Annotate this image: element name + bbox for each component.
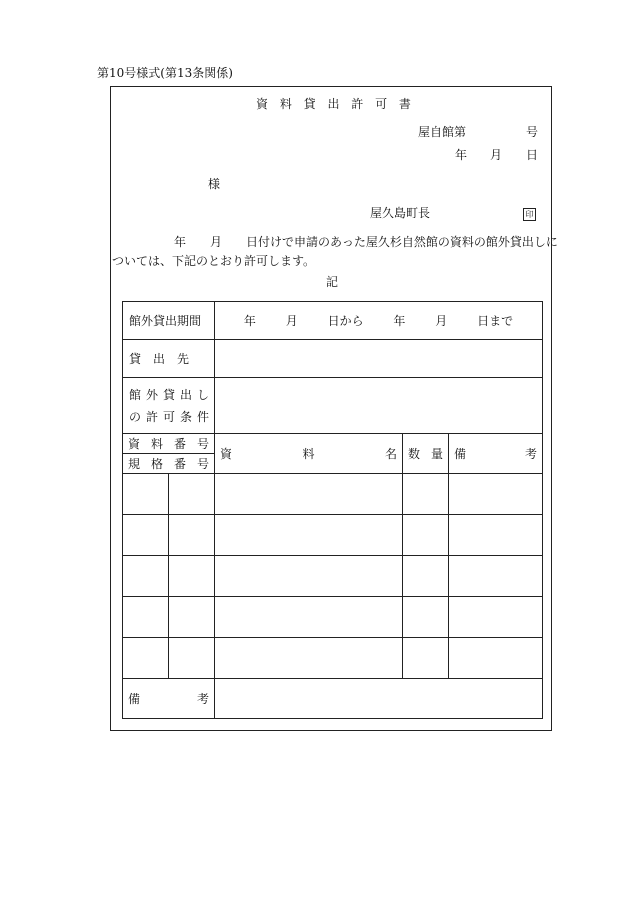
- item-name-char: 資: [220, 447, 233, 461]
- quantity-char: 量: [431, 447, 444, 461]
- spec-number-cell[interactable]: [169, 597, 215, 638]
- remarks-header: [449, 434, 543, 474]
- body-line-2: ついては、下記のとおり許可します。: [112, 254, 316, 268]
- quantity-char: 数: [408, 447, 421, 461]
- remarks-label: [123, 679, 215, 719]
- addressee-suffix: 様: [208, 177, 221, 191]
- remarks-label-char: 考: [197, 692, 210, 706]
- period-to-day: 日まで: [477, 314, 514, 328]
- remarks-field[interactable]: [215, 679, 543, 719]
- lender-row: [123, 340, 543, 378]
- item-name-cell[interactable]: [215, 556, 403, 597]
- item-row: [123, 638, 543, 679]
- period-to-month: 月: [435, 314, 448, 328]
- remarks-label-char: 備: [128, 692, 141, 706]
- item-name-char: 名: [384, 447, 397, 461]
- quantity-cell[interactable]: [403, 597, 449, 638]
- conditions-field[interactable]: [215, 378, 543, 434]
- spec-number-cell[interactable]: [169, 638, 215, 679]
- remarks-row: [123, 679, 543, 719]
- item-name-cell[interactable]: [215, 597, 403, 638]
- conditions-label-line1: 館外貸出し: [129, 387, 215, 402]
- spec-number-header: [123, 454, 215, 474]
- spec-number-char: 号: [197, 457, 210, 471]
- form-number: 第10号様式(第13条関係): [97, 66, 233, 80]
- spec-number-cell[interactable]: [169, 556, 215, 597]
- body-line-1: 年 月 日付けで申請のあった屋久杉自然館の資料の館外貸出しに: [174, 235, 558, 249]
- remarks-cell[interactable]: [449, 474, 543, 515]
- conditions-label: [123, 378, 215, 434]
- period-field[interactable]: [215, 302, 543, 340]
- remarks-cell[interactable]: [449, 515, 543, 556]
- document-title: 資 料 貸 出 許 可 書: [256, 97, 415, 111]
- item-name-header: [215, 434, 403, 474]
- lender-label: 貸 出 先: [123, 340, 215, 378]
- item-number-char: 号: [197, 437, 210, 451]
- item-number-cell[interactable]: [123, 638, 169, 679]
- quantity-header: [403, 434, 449, 474]
- spec-number-char: 規: [128, 457, 141, 471]
- spec-number-char: 番: [174, 457, 187, 471]
- quantity-cell[interactable]: [403, 515, 449, 556]
- item-row: [123, 597, 543, 638]
- remarks-char: 考: [525, 447, 538, 461]
- period-label: 館外貸出期間: [123, 302, 215, 340]
- header-row-1: [123, 434, 543, 454]
- loan-table: [122, 301, 543, 719]
- conditions-row: [123, 378, 543, 434]
- quantity-cell[interactable]: [403, 556, 449, 597]
- item-row: [123, 515, 543, 556]
- quantity-cell[interactable]: [403, 638, 449, 679]
- item-number-cell[interactable]: [123, 515, 169, 556]
- date-month: 月: [490, 148, 503, 162]
- item-name-char: 料: [302, 447, 315, 461]
- date-year: 年: [455, 148, 468, 162]
- issuer-name: 屋久島町長: [370, 206, 431, 220]
- date-day: 日: [526, 148, 539, 162]
- item-name-cell[interactable]: [215, 474, 403, 515]
- lender-field[interactable]: [215, 340, 543, 378]
- ki-label: 記: [326, 275, 339, 289]
- remarks-cell[interactable]: [449, 638, 543, 679]
- doc-number-prefix: 屋自館第: [418, 125, 467, 139]
- period-from-month: 月: [285, 314, 298, 328]
- period-from-day: 日から: [327, 314, 364, 328]
- doc-number-suffix: 号: [526, 125, 539, 139]
- period-row: [123, 302, 543, 340]
- item-number-header: [123, 434, 215, 454]
- quantity-cell[interactable]: [403, 474, 449, 515]
- item-row: [123, 556, 543, 597]
- seal-mark: [523, 207, 536, 221]
- item-name-cell[interactable]: [215, 515, 403, 556]
- item-number-cell[interactable]: [123, 556, 169, 597]
- spec-number-cell[interactable]: [169, 515, 215, 556]
- remarks-cell[interactable]: [449, 597, 543, 638]
- period-from-year: 年: [243, 314, 256, 328]
- item-number-cell[interactable]: [123, 474, 169, 515]
- seal-icon: 印: [523, 208, 536, 221]
- conditions-label-line2: の許可条件: [129, 409, 215, 424]
- spec-number-char: 格: [151, 457, 164, 471]
- remarks-cell[interactable]: [449, 556, 543, 597]
- item-number-char: 番: [174, 437, 187, 451]
- spec-number-cell[interactable]: [169, 474, 215, 515]
- item-name-cell[interactable]: [215, 638, 403, 679]
- item-row: [123, 474, 543, 515]
- period-to-year: 年: [393, 314, 406, 328]
- item-number-char: 料: [151, 437, 164, 451]
- remarks-char: 備: [454, 447, 467, 461]
- item-number-char: 資: [128, 437, 141, 451]
- item-number-cell[interactable]: [123, 597, 169, 638]
